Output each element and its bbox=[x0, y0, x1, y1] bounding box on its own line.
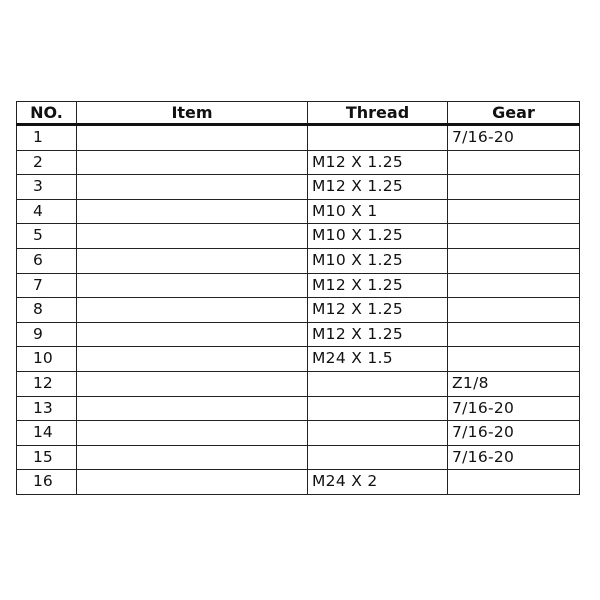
cell-item bbox=[77, 371, 308, 396]
table-row bbox=[17, 150, 580, 175]
cell-item bbox=[77, 125, 308, 151]
cell-gear: 7/16-20 bbox=[448, 125, 580, 151]
header-row bbox=[17, 102, 580, 125]
cell-no: 7 bbox=[17, 273, 77, 298]
cell-no: 16 bbox=[17, 470, 77, 495]
cell-thread: M10 X 1 bbox=[308, 199, 448, 224]
cell-item bbox=[77, 175, 308, 200]
cell-thread bbox=[308, 396, 448, 421]
cell-thread bbox=[308, 371, 448, 396]
cell-gear bbox=[448, 150, 580, 175]
cell-no: 10 bbox=[17, 347, 77, 372]
cell-item bbox=[77, 322, 308, 347]
table-header bbox=[17, 102, 580, 125]
cell-no: 1 bbox=[17, 125, 77, 151]
spec-table-container bbox=[16, 101, 580, 495]
cell-gear bbox=[448, 298, 580, 323]
cell-thread: M12 X 1.25 bbox=[308, 298, 448, 323]
cell-item bbox=[77, 421, 308, 446]
cell-gear: 7/16-20 bbox=[448, 445, 580, 470]
cell-gear bbox=[448, 175, 580, 200]
cell-thread: M24 X 1.5 bbox=[308, 347, 448, 372]
cell-gear bbox=[448, 248, 580, 273]
table-row bbox=[17, 224, 580, 249]
cell-gear: Z1/8 bbox=[448, 371, 580, 396]
cell-gear bbox=[448, 347, 580, 372]
cell-item bbox=[77, 445, 308, 470]
table-row bbox=[17, 470, 580, 495]
cell-gear: 7/16-20 bbox=[448, 396, 580, 421]
table-row bbox=[17, 445, 580, 470]
cell-thread: M10 X 1.25 bbox=[308, 248, 448, 273]
cell-no: 6 bbox=[17, 248, 77, 273]
table-row bbox=[17, 125, 580, 151]
table-row bbox=[17, 396, 580, 421]
cell-gear bbox=[448, 273, 580, 298]
header-no: NO. bbox=[17, 102, 77, 125]
cell-gear bbox=[448, 322, 580, 347]
table-row bbox=[17, 199, 580, 224]
cell-item bbox=[77, 150, 308, 175]
table-row bbox=[17, 371, 580, 396]
cell-no: 2 bbox=[17, 150, 77, 175]
cell-no: 8 bbox=[17, 298, 77, 323]
cell-no: 4 bbox=[17, 199, 77, 224]
header-item: Item bbox=[77, 102, 308, 125]
spec-table bbox=[16, 101, 580, 495]
header-thread: Thread bbox=[308, 102, 448, 125]
cell-no: 3 bbox=[17, 175, 77, 200]
cell-item bbox=[77, 347, 308, 372]
cell-item bbox=[77, 224, 308, 249]
table-row bbox=[17, 175, 580, 200]
cell-thread: M12 X 1.25 bbox=[308, 150, 448, 175]
cell-thread: M12 X 1.25 bbox=[308, 273, 448, 298]
cell-item bbox=[77, 199, 308, 224]
cell-no: 15 bbox=[17, 445, 77, 470]
table-body bbox=[17, 125, 580, 495]
cell-thread bbox=[308, 445, 448, 470]
cell-item bbox=[77, 470, 308, 495]
cell-no: 13 bbox=[17, 396, 77, 421]
cell-item bbox=[77, 396, 308, 421]
cell-no: 14 bbox=[17, 421, 77, 446]
cell-gear bbox=[448, 470, 580, 495]
table-row bbox=[17, 298, 580, 323]
cell-no: 5 bbox=[17, 224, 77, 249]
cell-gear: 7/16-20 bbox=[448, 421, 580, 446]
cell-thread: M10 X 1.25 bbox=[308, 224, 448, 249]
table-row bbox=[17, 421, 580, 446]
cell-thread bbox=[308, 421, 448, 446]
cell-thread: M12 X 1.25 bbox=[308, 322, 448, 347]
table-row bbox=[17, 273, 580, 298]
cell-thread: M24 X 2 bbox=[308, 470, 448, 495]
header-gear: Gear bbox=[448, 102, 580, 125]
table-row bbox=[17, 248, 580, 273]
cell-thread bbox=[308, 125, 448, 151]
table-row bbox=[17, 322, 580, 347]
cell-gear bbox=[448, 199, 580, 224]
table-row bbox=[17, 347, 580, 372]
cell-gear bbox=[448, 224, 580, 249]
cell-item bbox=[77, 298, 308, 323]
cell-thread: M12 X 1.25 bbox=[308, 175, 448, 200]
cell-no: 12 bbox=[17, 371, 77, 396]
cell-item bbox=[77, 248, 308, 273]
cell-item bbox=[77, 273, 308, 298]
cell-no: 9 bbox=[17, 322, 77, 347]
